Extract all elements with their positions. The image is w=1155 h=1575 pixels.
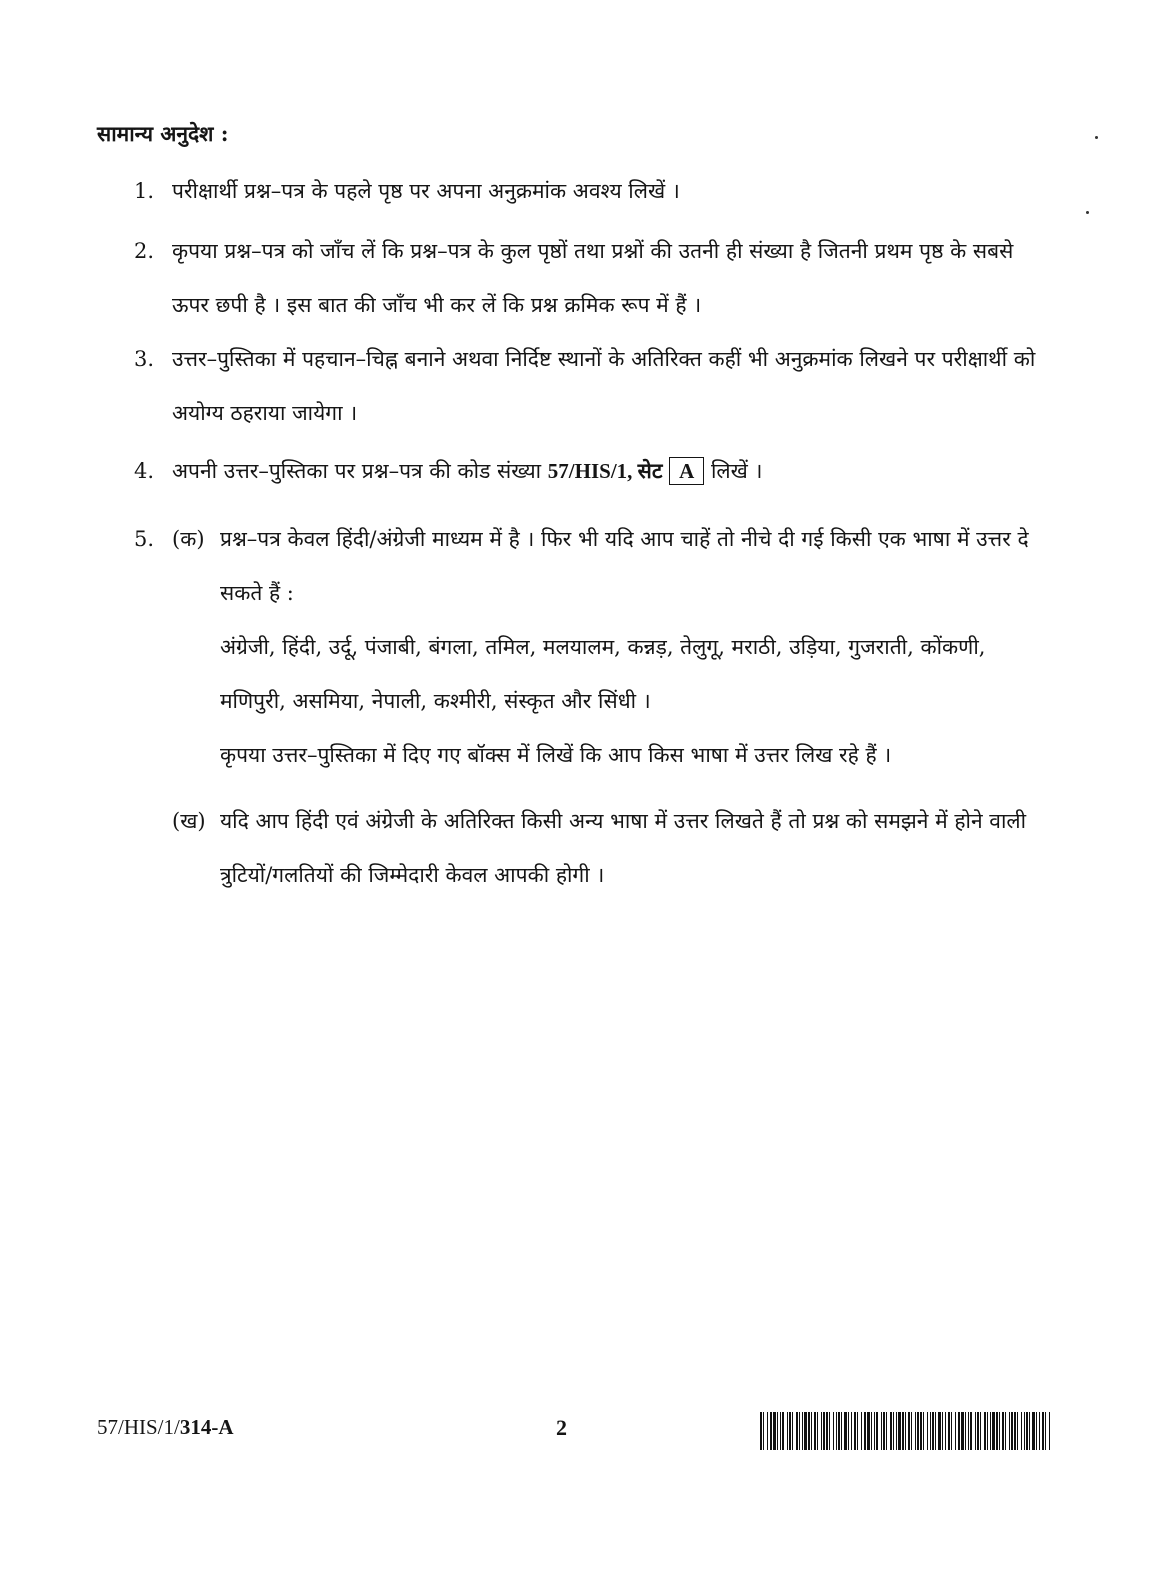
barcode-bar (881, 1412, 882, 1450)
barcode-bar (915, 1412, 916, 1450)
barcode-bar (990, 1412, 991, 1450)
barcode-bar (896, 1412, 897, 1450)
sub-label-kha: (ख) (172, 809, 206, 833)
barcode-bar (942, 1412, 943, 1450)
barcode-bar (1021, 1412, 1022, 1450)
page-number: 2 (556, 1415, 567, 1440)
medium-note: प्रश्न–पत्र केवल हिंदी/अंग्रेजी माध्यम में है । फिर भी यदि आप चाहें तो नीचे दी गई किसी एक भाषा में उत्तर दे सकते हैं : (220, 527, 1029, 605)
barcode-bar (838, 1412, 840, 1450)
instruction-3 (134, 332, 1054, 440)
instruction-4 (134, 444, 1054, 498)
barcode-bar (977, 1412, 979, 1450)
barcode-bar (1017, 1412, 1018, 1450)
barcode-bar (908, 1412, 910, 1450)
barcode-bar (1049, 1412, 1050, 1450)
barcode-bar (851, 1412, 852, 1450)
instruction-text: परीक्षार्थी प्रश्न–पत्र के पहले पृष्ठ पर अपना अनुक्रमांक अवश्य लिखें । (172, 179, 680, 203)
barcode-bar (965, 1412, 966, 1450)
barcode-bar (763, 1412, 764, 1450)
language-box-note: कृपया उत्तर–पुस्तिका में दिए गए बॉक्स में लिखें कि आप किस भाषा में उत्तर लिख रहे हैं । (220, 743, 892, 767)
barcode-bar (811, 1412, 812, 1450)
barcode-bar (767, 1412, 768, 1450)
barcode-bar (799, 1412, 800, 1450)
instruction-text: उत्तर–पुस्तिका में पहचान–चिह्न बनाने अथवा निर्दिष्ट स्थानों के अतिरिक्त कहीं भी अनुक्रमांक लिखने पर परीक्षार्थी को अयोग्य ठहराया जायेगा । (172, 347, 1036, 425)
barcode-bar (1032, 1412, 1035, 1450)
barcode-bar (898, 1412, 901, 1450)
page-heading: सामान्य अनुदेश : (97, 121, 229, 146)
barcode-bar (833, 1412, 834, 1450)
instruction-number: 1. (134, 179, 155, 203)
barcode-bar (1042, 1412, 1044, 1450)
barcode-bar (802, 1412, 803, 1450)
barcode-bar (829, 1412, 830, 1450)
barcode-bar (935, 1412, 936, 1450)
instruction-1 (134, 164, 1054, 218)
barcode-bar (782, 1412, 784, 1450)
barcode-bar (970, 1412, 972, 1450)
barcode-bar (796, 1412, 798, 1450)
barcode-bar (902, 1412, 904, 1450)
barcode-bar (1005, 1412, 1006, 1450)
barcode-bar (948, 1412, 950, 1450)
barcode-bar (844, 1412, 847, 1450)
barcode-bar (773, 1412, 776, 1450)
barcode-bar (836, 1412, 837, 1450)
barcode-bar (923, 1412, 924, 1450)
barcode-bar (867, 1412, 870, 1450)
instruction-2 (134, 224, 1054, 332)
barcode-bar (996, 1412, 998, 1450)
responsibility-note: यदि आप हिंदी एवं अंग्रेजी के अतिरिक्त किसी अन्य भाषा में उत्तर लिखते हैं तो प्रश्न को समझने में होने वाली त्रुटियों/गलतियों की जिम्मेदारी केवल आपकी होगी । (220, 809, 1027, 887)
barcode-bar (1009, 1412, 1010, 1450)
barcode-bar (770, 1412, 772, 1450)
barcode-bar (1045, 1412, 1046, 1450)
barcode-bar (789, 1412, 791, 1450)
barcode-bar (886, 1412, 887, 1450)
barcode-bar (961, 1412, 964, 1450)
barcode-bar (777, 1412, 778, 1450)
language-list: अंग्रेजी, हिंदी, उर्दू, पंजाबी, बंगला, तमिल, मलयालम, कन्नड़, तेलुगू, मराठी, उड़िया, गुजराती, कोंकणी, मणिपुरी, असमिया, नेपाली, कश्मीरी, संस्कृत और सिंधी । (220, 635, 986, 713)
barcode-bar (890, 1412, 892, 1450)
barcode-bar (848, 1412, 849, 1450)
barcode-bar (955, 1412, 956, 1450)
instruction-number: 5. (134, 527, 155, 551)
barcode-bar (871, 1412, 872, 1450)
barcode-bar (883, 1412, 885, 1450)
barcode-bar (823, 1412, 825, 1450)
barcode-bar (911, 1412, 912, 1450)
barcode-bar (1036, 1412, 1037, 1450)
instruction-text-end: लिखें । (710, 459, 763, 483)
barcode-bar (945, 1412, 946, 1450)
barcode-bar (893, 1412, 894, 1450)
barcode-bar (1002, 1412, 1004, 1450)
barcode-bar (854, 1412, 856, 1450)
barcode-bar (814, 1412, 816, 1450)
set-box: A (669, 457, 704, 485)
barcode-bar (968, 1412, 969, 1450)
instruction-5a (172, 512, 1054, 782)
barcode-bar (987, 1412, 988, 1450)
barcode-bar (975, 1412, 976, 1450)
barcode-bar (1026, 1412, 1028, 1450)
barcode-bar (1039, 1412, 1040, 1450)
barcode-bar (808, 1412, 810, 1450)
barcode-bar (1011, 1412, 1013, 1450)
barcode-bar (787, 1412, 788, 1450)
barcode-bar (864, 1412, 866, 1450)
barcode-bar (841, 1412, 842, 1450)
barcode-bar (874, 1412, 875, 1450)
barcode-bar (857, 1412, 858, 1450)
barcode-bar (821, 1412, 822, 1450)
barcode-bar (905, 1412, 906, 1450)
sub-label-ka: (क) (172, 527, 205, 551)
footer-paper-code: 57/HIS/1/314-A (97, 1415, 234, 1439)
barcode-bar (932, 1412, 934, 1450)
barcode-bar (951, 1412, 952, 1450)
instruction-text: अपनी उत्तर–पुस्तिका पर प्रश्न–पत्र की कोड संख्या (172, 459, 542, 483)
barcode-bar (817, 1412, 818, 1450)
instruction-text: कृपया प्रश्न–पत्र को जाँच लें कि प्रश्न–पत्र के कुल पृष्ठों तथा प्रश्नों की उतनी ही संख्या है जितनी प्रथम पृष्ठ के सबसे ऊपर छपी है । इस बात की जाँच भी कर लें कि प्रश्न क्रमिक रूप में हैं । (172, 239, 1014, 317)
barcode-image (760, 1412, 1052, 1450)
paper-code: 57/HIS/1, सेट (547, 459, 663, 483)
barcode-bar (1024, 1412, 1025, 1450)
barcode-bar (927, 1412, 928, 1450)
barcode-bar (992, 1412, 995, 1450)
barcode-bar (1029, 1412, 1030, 1450)
barcode-bar (804, 1412, 807, 1450)
barcode-bar (780, 1412, 781, 1450)
barcode-bar (980, 1412, 981, 1450)
instruction-number: 4. (134, 459, 155, 483)
instruction-5b (172, 794, 1054, 902)
barcode-bar (1014, 1412, 1016, 1450)
scan-speck (1095, 136, 1098, 139)
instruction-number: 2. (134, 239, 155, 263)
barcode-bar (958, 1412, 960, 1450)
instruction-5 (134, 512, 1054, 902)
barcode-bar (792, 1412, 793, 1450)
barcode-bar (920, 1412, 922, 1450)
barcode-bar (930, 1412, 931, 1450)
barcode-bar (917, 1412, 919, 1450)
barcode-bar (938, 1412, 941, 1450)
barcode-bar (984, 1412, 986, 1450)
barcode-bar (876, 1412, 878, 1450)
barcode-bar (999, 1412, 1000, 1450)
instruction-number: 3. (134, 347, 155, 371)
barcode-bar (826, 1412, 828, 1450)
barcode-bar (861, 1412, 862, 1450)
scan-speck (1086, 211, 1089, 214)
barcode-bar (760, 1412, 762, 1450)
